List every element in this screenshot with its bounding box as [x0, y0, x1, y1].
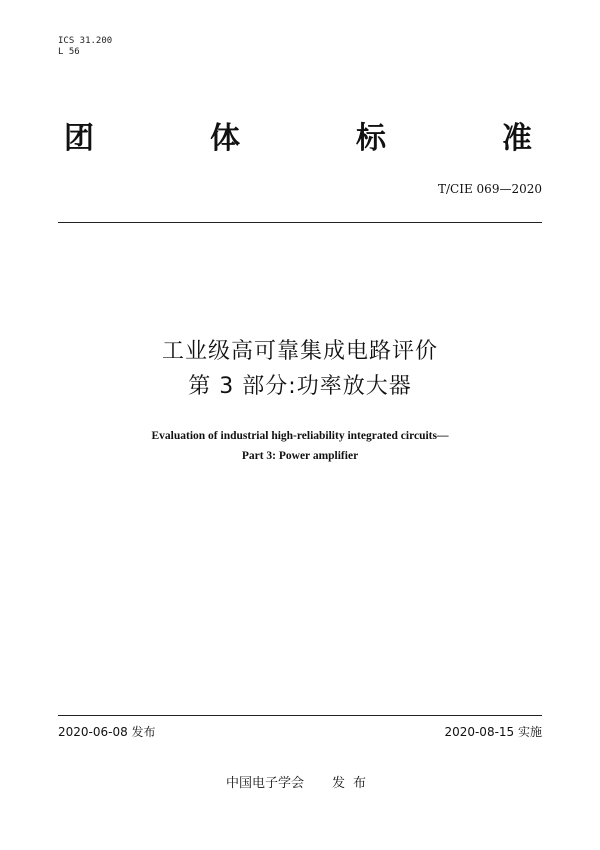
standard-number: T/CIE 069—2020 — [438, 182, 542, 196]
implementation-date: 2020-08-15 实施 — [444, 725, 542, 739]
standard-type-char-2: 体 — [210, 121, 240, 156]
publisher-name: 中国电子学会 — [225, 776, 304, 791]
publisher-action: 发布 — [332, 776, 375, 791]
classification-codes — [58, 36, 112, 58]
standard-type-char-4: 准 — [502, 121, 532, 156]
standard-type-char-3: 标 — [356, 121, 386, 156]
standard-type-char-1: 团 — [64, 121, 94, 156]
ccs-code: L 56 — [58, 47, 80, 57]
top-divider — [58, 222, 542, 223]
title-en-line-2: Part 3: Power amplifier — [241, 450, 359, 462]
title-cn-line-2: 第 3 部分:功率放大器 — [188, 374, 412, 399]
ics-code: ICS 31.200 — [58, 36, 113, 46]
title-en-line-1: Evaluation of industrial high-reliability integrated circuits— — [151, 430, 449, 442]
issue-date: 2020-06-08 发布 — [58, 725, 156, 739]
title-cn-line-1: 工业级高可靠集成电路评价 — [161, 339, 438, 364]
publisher-line — [0, 772, 600, 791]
bottom-divider — [58, 715, 542, 716]
